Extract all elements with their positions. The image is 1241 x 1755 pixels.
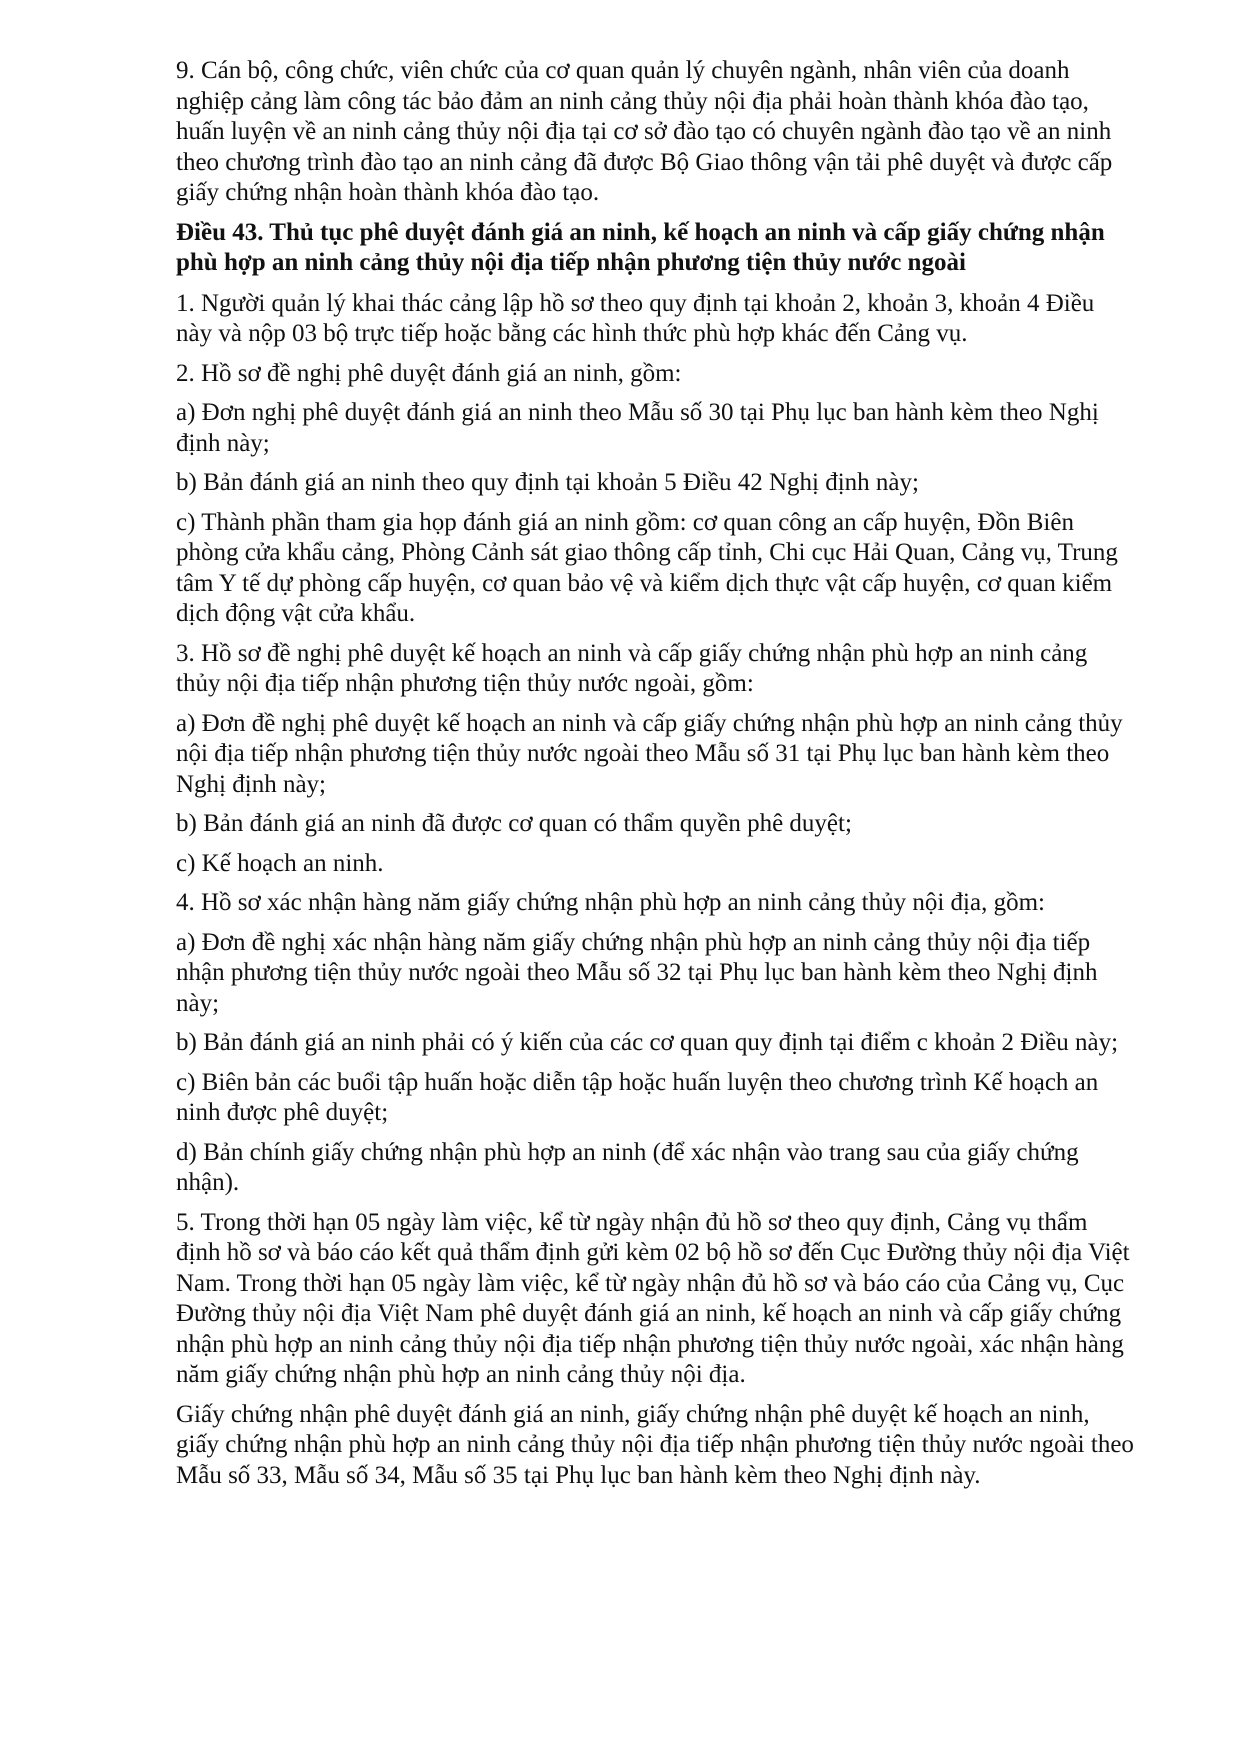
paragraph-clause-3c: c) Kế hoạch an ninh. xyxy=(176,849,384,877)
paragraph-clause-2a: a) Đơn nghị phê duyệt đánh giá an ninh theo Mẫu số 30 tại Phụ lục ban hành kèm theo Nghị định này; xyxy=(176,399,1099,457)
paragraph-certificate-forms: Giấy chứng nhận phê duyệt đánh giá an ninh, giấy chứng nhận phê duyệt kế hoạch an ninh, giấy chứng nhận phù hợp an ninh cảng thủy nội địa tiếp nhận phương tiện thủy nước ngoài theo Mẫu số 33, Mẫu số 34, Mẫu số 35 tại Phụ lục ban hành kèm theo Nghị định này. xyxy=(176,1400,1134,1489)
paragraph-clause-4a: a) Đơn đề nghị xác nhận hàng năm giấy chứng nhận phù hợp an ninh cảng thủy nội địa tiếp nhận phương tiện thủy nước ngoài theo Mẫu số 32 tại Phụ lục ban hành kèm theo Nghị định này; xyxy=(176,928,1098,1017)
paragraph-clause-3b: b) Bản đánh giá an ninh đã được cơ quan có thẩm quyền phê duyệt; xyxy=(176,810,852,837)
paragraph-clause-2: 2. Hồ sơ đề nghị phê duyệt đánh giá an ninh, gồm: xyxy=(176,359,682,387)
paragraph-clause-2b: b) Bản đánh giá an ninh theo quy định tại khoản 5 Điều 42 Nghị định này; xyxy=(176,469,919,496)
paragraph-clause-2c: c) Thành phần tham gia họp đánh giá an ninh gồm: cơ quan công an cấp huyện, Đồn Biên phòng cửa khẩu cảng, Phòng Cảnh sát giao thông cấp tỉnh, Chi cục Hải Quan, Cảng vụ, Trung tâm Y tế dự phòng cấp huyện, cơ quan bảo vệ và kiểm dịch thực vật cấp huyện, cơ quan kiểm dịch động vật cửa khẩu. xyxy=(176,508,1118,627)
paragraph-clause-1: 1. Người quản lý khai thác cảng lập hồ sơ theo quy định tại khoản 2, khoản 3, khoản 4 Điều này và nộp 03 bộ trực tiếp hoặc bằng các hình thức phù hợp khác đến Cảng vụ. xyxy=(176,289,1095,347)
paragraph-clause-4b: b) Bản đánh giá an ninh phải có ý kiến của các cơ quan quy định tại điểm c khoản 2 Điều này; xyxy=(176,1029,1119,1056)
paragraph-clause-4d: d) Bản chính giấy chứng nhận phù hợp an ninh (để xác nhận vào trang sau của giấy chứng nhận). xyxy=(176,1138,1079,1196)
document-page xyxy=(176,56,1136,1500)
paragraph-item-9: 9. Cán bộ, công chức, viên chức của cơ quan quản lý chuyên ngành, nhân viên của doanh nghiệp cảng làm công tác bảo đảm an ninh cảng thủy nội địa phải hoàn thành khóa đào tạo, huấn luyện về an ninh cảng thủy nội địa tại cơ sở đào tạo có chuyên ngành đào tạo về an ninh theo chương trình đào tạo an ninh cảng đã được Bộ Giao thông vận tải phê duyệt và được cấp giấy chứng nhận hoàn thành khóa đào tạo. xyxy=(176,57,1113,206)
paragraph-clause-3: 3. Hồ sơ đề nghị phê duyệt kế hoạch an ninh và cấp giấy chứng nhận phù hợp an ninh cảng thủy nội địa tiếp nhận phương tiện thủy nước ngoài, gồm: xyxy=(176,639,1088,697)
paragraph-clause-4: 4. Hồ sơ xác nhận hàng năm giấy chứng nhận phù hợp an ninh cảng thủy nội địa, gồm: xyxy=(176,889,1045,916)
paragraph-clause-4c: c) Biên bản các buổi tập huấn hoặc diễn tập hoặc huấn luyện theo chương trình Kế hoạch an ninh được phê duyệt; xyxy=(176,1068,1099,1126)
paragraph-clause-3a: a) Đơn đề nghị phê duyệt kế hoạch an ninh và cấp giấy chứng nhận phù hợp an ninh cảng thủy nội địa tiếp nhận phương tiện thủy nước ngoài theo Mẫu số 31 tại Phụ lục ban hành kèm theo Nghị định này; xyxy=(176,709,1123,798)
article-43-heading: Điều 43. Thủ tục phê duyệt đánh giá an ninh, kế hoạch an ninh và cấp giấy chứng nhận phù hợp an ninh cảng thủy nội địa tiếp nhận phương tiện thủy nước ngoài xyxy=(176,218,1105,276)
paragraph-clause-5: 5. Trong thời hạn 05 ngày làm việc, kể từ ngày nhận đủ hồ sơ theo quy định, Cảng vụ thẩm định hồ sơ và báo cáo kết quả thẩm định gửi kèm 02 bộ hồ sơ đến Cục Đường thủy nội địa Việt Nam. Trong thời hạn 05 ngày làm việc, kể từ ngày nhận đủ hồ sơ và báo cáo của Cảng vụ, Cục Đường thủy nội địa Việt Nam phê duyệt đánh giá an ninh, kế hoạch an ninh và cấp giấy chứng nhận phù hợp an ninh cảng thủy nội địa tiếp nhận phương tiện thủy nước ngoài, xác nhận hàng năm giấy chứng nhận phù hợp an ninh cảng thủy nội địa. xyxy=(176,1208,1130,1388)
